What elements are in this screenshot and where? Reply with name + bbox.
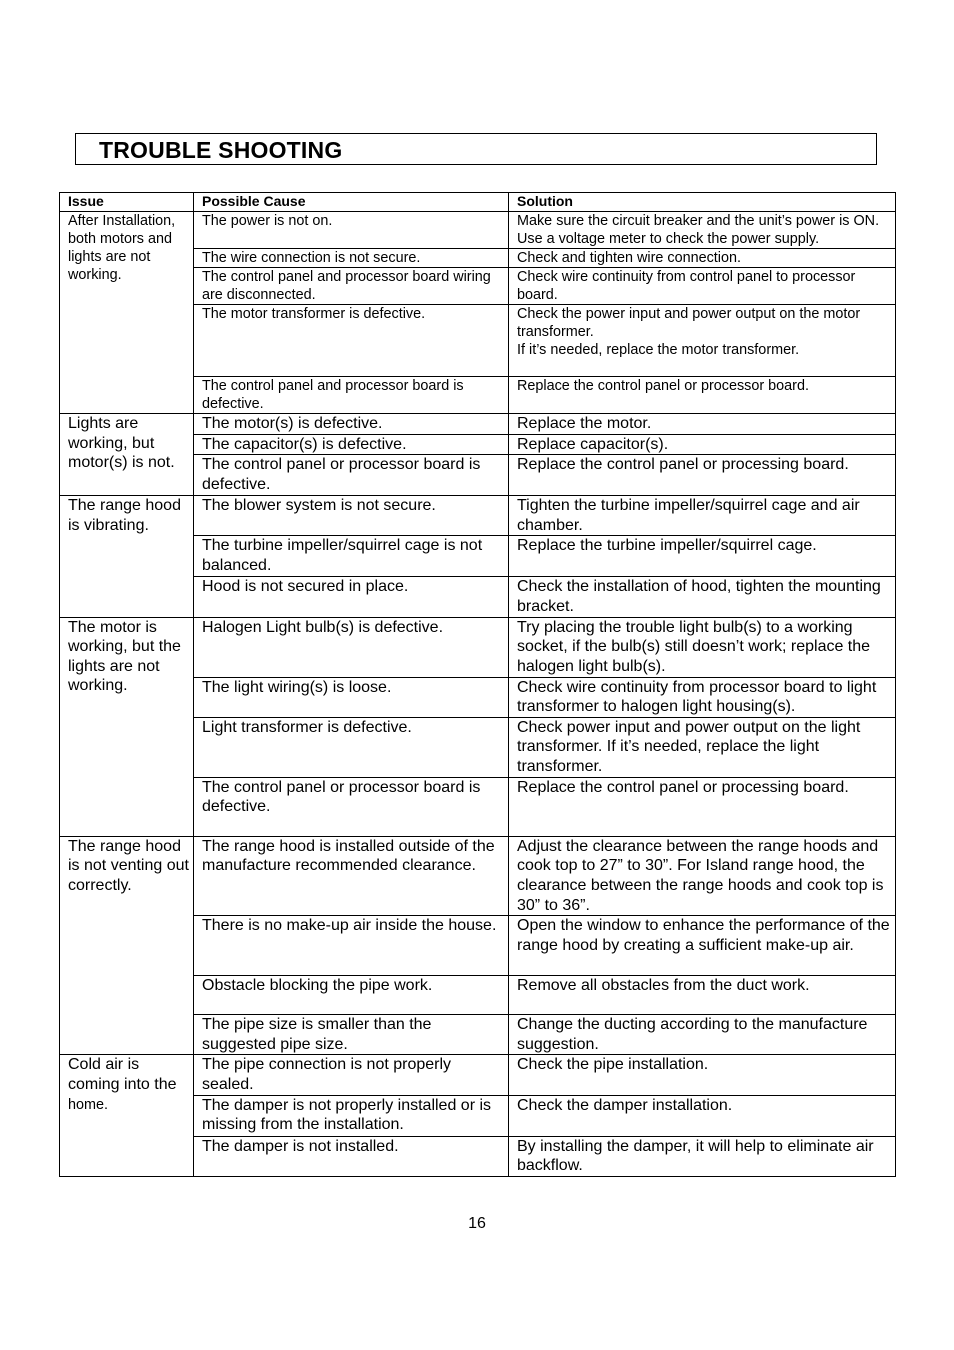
issue-cell: The range hood is vibrating. — [60, 496, 194, 617]
cause-cell: The damper is not properly installed or is missing from the installation. — [194, 1095, 509, 1136]
cause-cell: Hood is not secured in place. — [194, 577, 509, 617]
solution-cell: By installing the damper, it will help to eliminate air backflow. — [509, 1136, 896, 1176]
solution-cell: Open the window to enhance the performance of the range hood by creating a sufficient make-up air. — [509, 916, 896, 976]
solution-cell: Check wire continuity from control panel to processor board. — [509, 268, 896, 305]
solution-cell: Check the damper installation. — [509, 1095, 896, 1136]
header-issue: Issue — [60, 193, 194, 212]
solution-cell: Replace the control panel or processing board. — [509, 777, 896, 836]
cause-cell: The light wiring(s) is loose. — [194, 677, 509, 717]
cause-cell: The control panel or processor board is defective. — [194, 455, 509, 496]
solution-cell: Change the ducting according to the manufacture suggestion. — [509, 1015, 896, 1055]
cause-cell: The wire connection is not secure. — [194, 249, 509, 268]
cause-cell: The turbine impeller/squirrel cage is not balanced. — [194, 536, 509, 577]
table-row — [60, 496, 896, 536]
cause-cell: Obstacle blocking the pipe work. — [194, 976, 509, 1015]
solution-cell: Make sure the circuit breaker and the unit’s power is ON. Use a voltage meter to check the power supply. — [509, 212, 896, 249]
header-cause: Possible Cause — [194, 193, 509, 212]
solution-cell: Tighten the turbine impeller/squirrel cage and air chamber. — [509, 496, 896, 536]
issue-text: Cold air is coming into the — [68, 1056, 177, 1093]
cause-cell: The power is not on. — [194, 212, 509, 249]
solution-cell: Try placing the trouble light bulb(s) to a working socket, if the bulb(s) still doesn’t work; replace the halogen light bulb(s). — [509, 617, 896, 677]
cause-cell: The control panel or processor board is defective. — [194, 777, 509, 836]
issue-cell — [60, 1055, 194, 1176]
issue-cell: The motor is working, but the lights are not working. — [60, 617, 194, 836]
solution-cell: Replace the control panel or processing board. — [509, 455, 896, 496]
solution-cell: Remove all obstacles from the duct work. — [509, 976, 896, 1015]
solution-cell: Check the power input and power output on the motor transformer. If it’s needed, replace the motor transformer. — [509, 305, 896, 377]
issue-text-tail: home. — [68, 1096, 108, 1113]
cause-cell: The pipe connection is not properly sealed. — [194, 1055, 509, 1095]
cause-cell: The control panel and processor board is defective. — [194, 377, 509, 414]
cause-cell: The blower system is not secure. — [194, 496, 509, 536]
table-row — [60, 212, 896, 249]
cause-cell: The range hood is installed outside of the manufacture recommended clearance. — [194, 836, 509, 915]
cause-cell: The damper is not installed. — [194, 1136, 509, 1176]
solution-cell: Check and tighten wire connection. — [509, 249, 896, 268]
issue-cell: After Installation, both motors and lights are not working. — [60, 212, 194, 414]
table-row — [60, 414, 896, 435]
solution-cell: Adjust the clearance between the range hoods and cook top to 27” to 30”. For Island range hood, the clearance between the range hoods and cook top is 30” to 36”. — [509, 836, 896, 915]
cause-cell: The pipe size is smaller than the suggested pipe size. — [194, 1015, 509, 1055]
cause-cell: Halogen Light bulb(s) is defective. — [194, 617, 509, 677]
solution-cell: Replace the control panel or processor board. — [509, 377, 896, 414]
cause-cell: There is no make-up air inside the house. — [194, 916, 509, 976]
table-row — [60, 836, 896, 915]
issue-cell: The range hood is not venting out correctly. — [60, 836, 194, 1055]
cause-cell: The capacitor(s) is defective. — [194, 434, 509, 455]
issue-cell: Lights are working, but motor(s) is not. — [60, 414, 194, 496]
cause-cell: The control panel and processor board wiring are disconnected. — [194, 268, 509, 305]
table-row — [60, 617, 896, 677]
cause-cell: Light transformer is defective. — [194, 717, 509, 777]
page-title: TROUBLE SHOOTING — [99, 137, 343, 163]
solution-cell: Check wire continuity from processor board to light transformer to halogen light housing(s). — [509, 677, 896, 717]
cause-cell: The motor(s) is defective. — [194, 414, 509, 435]
solution-cell: Replace the motor. — [509, 414, 896, 435]
cause-cell: The motor transformer is defective. — [194, 305, 509, 377]
header-solution: Solution — [509, 193, 896, 212]
solution-cell: Replace the turbine impeller/squirrel cage. — [509, 536, 896, 577]
page-number: 16 — [468, 1215, 486, 1232]
solution-cell: Check the pipe installation. — [509, 1055, 896, 1095]
table-row — [60, 1055, 896, 1095]
section-title-box — [75, 133, 877, 165]
troubleshooting-table — [59, 192, 896, 1177]
solution-cell: Check the installation of hood, tighten the mounting bracket. — [509, 577, 896, 617]
solution-cell: Check power input and power output on the light transformer. If it’s needed, replace the light transformer. — [509, 717, 896, 777]
table-header-row — [60, 193, 896, 212]
solution-cell: Replace capacitor(s). — [509, 434, 896, 455]
